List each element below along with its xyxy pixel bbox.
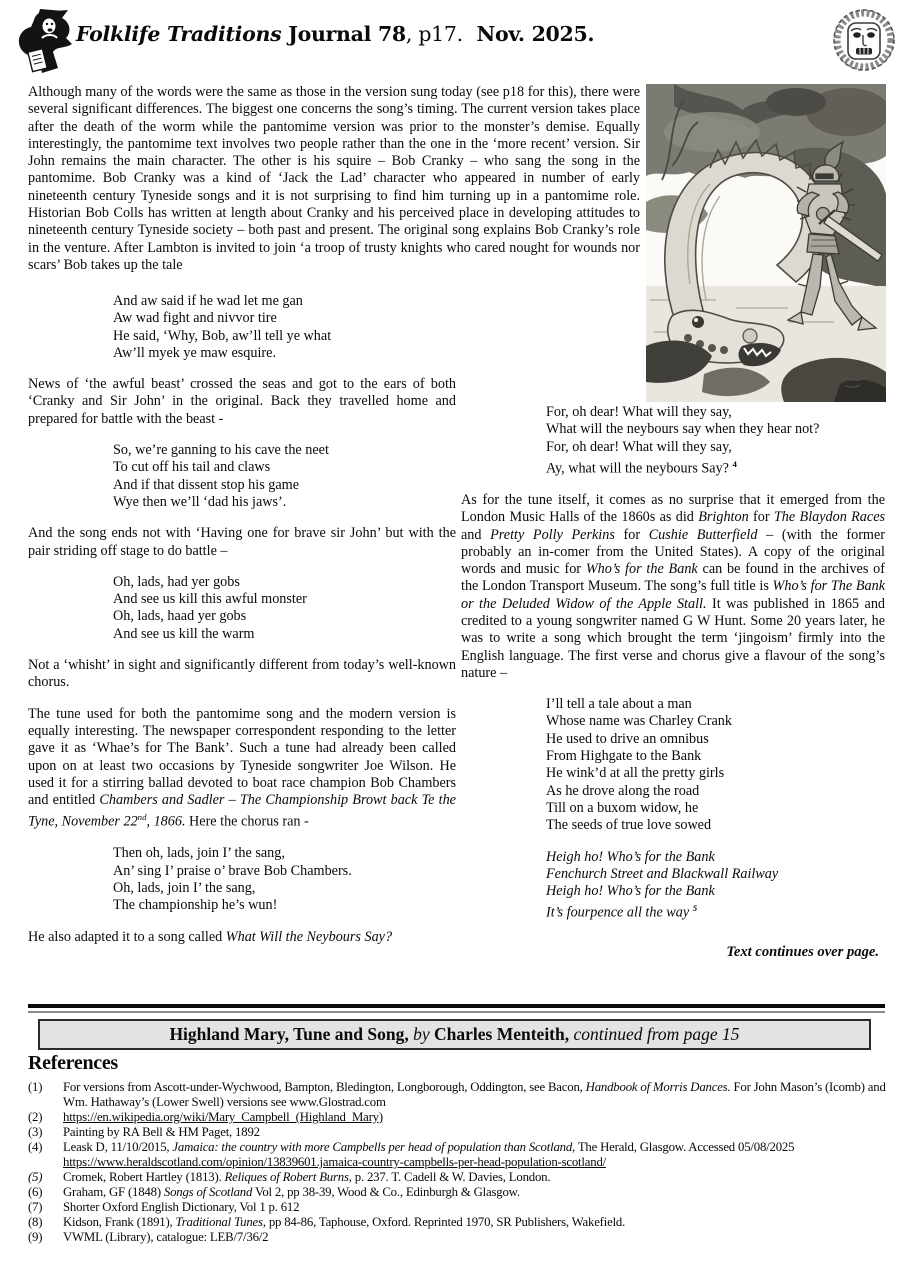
verse-line: He wink’d at all the pretty girls xyxy=(546,765,725,782)
stanza-cave xyxy=(113,442,456,511)
text-segment: Handbook of Morris Dances. xyxy=(585,1080,731,1094)
verse-line: For, oh dear! What will they say, xyxy=(546,438,732,455)
verse-line: I’ll tell a tale about a man xyxy=(546,696,692,713)
verse-line: He used to drive an omnibus xyxy=(546,730,709,747)
stanza-bob-cranky xyxy=(113,293,456,362)
continuation-banner xyxy=(38,1019,871,1050)
verse-line: Whose name was Charley Crank xyxy=(546,713,732,730)
reference-item xyxy=(28,1125,886,1140)
text-segment: , The Herald, Glasgow. Accessed 05/08/2025 xyxy=(572,1140,795,1154)
stanza-chambers xyxy=(113,845,456,914)
intro-paragraph: Although many of the words were the same as those in the version sung today (see p18 for this), there were several significant differences. The biggest one concerns the song’s timing. The current version takes place after the death of the worm while the pantomime version was prior to the monster’s demise. Equally interestingly, the pantomime text involves two people rather than the one in the ‘more recent’ version. Sir John remains the main character. The other is his squire – Bob Cranky – who sang the song in the pantomime. Bob Cranky was a kind of ‘Jack the Lad’ character who appeared in number of early nineteenth century Tyneside songs and it is not surprising to find him turning up in a pantomime role. Historian Bob Colls has written at length about Cranky and his perceived place in developing attitudes to nineteenth century Tyneside society – both past and present. The original song explains Bob Cranky’s role in the venture. After Lambton is invited to join ‘a troop of trusty knights who cared nought for wounds nor scars’ Bob takes up the tale xyxy=(28,84,640,273)
verse-line: And if that dissent stop his game xyxy=(113,476,299,493)
text-segment: It’s fourpence all the way xyxy=(546,905,693,922)
paragraph-whisht: Not a ‘whisht’ in sight and significantly different from today’s well-known chorus. xyxy=(28,657,456,691)
verse-line: Oh, lads, join I’ the sang, xyxy=(113,880,256,897)
reference-item xyxy=(28,1185,886,1200)
text-segment: Vol 2, pp 38-39, Wood & Co., Edinburgh & Glasgow. xyxy=(252,1185,520,1199)
reference-item xyxy=(28,1230,886,1245)
reference-text xyxy=(63,1200,886,1215)
verse-line: The seeds of true love sowed xyxy=(546,817,712,834)
text-segment: What Will the Neybours Say? xyxy=(225,928,393,945)
verse-line: So, we’re ganning to his cave the neet xyxy=(113,442,329,459)
verse-line: To cut off his tail and claws xyxy=(113,459,271,476)
verse-line: An’ sing I’ praise o’ brave Bob Chambers. xyxy=(113,862,352,879)
verse-line: Wye then we’ll ‘dad his jaws’. xyxy=(113,493,287,510)
left-column xyxy=(28,293,456,960)
stanza-charley-crank xyxy=(546,696,885,834)
reference-item xyxy=(28,1110,886,1125)
text-segment: , pp 84-86, Taphouse, Oxford. Reprinted 1970, SR Publishers, Wakefield. xyxy=(262,1215,626,1229)
text-segment: Charles Menteith, xyxy=(434,1024,574,1044)
verse-line xyxy=(546,456,885,478)
paragraph-song-ends: And the song ends not with ‘Having one for brave sir John’ but with the pair striding off stage to do battle – xyxy=(28,525,456,559)
green-man-icon xyxy=(830,6,898,76)
reference-marker: (3) xyxy=(28,1125,43,1139)
text-segment: For John Mason’s (Icomb) and Wm. Hathaway’s (Lower Swell) versions see www.Glostrad.com xyxy=(63,1080,886,1109)
text-segment: for xyxy=(614,526,649,543)
text-segment: Kidson, Frank (1891), xyxy=(63,1215,176,1229)
reference-item xyxy=(28,1080,886,1110)
text-segment: Chambers and Sadler – The Championship Browt back Te the Tyne, November 22 xyxy=(28,792,456,831)
text-segment: Pretty Polly Perkins xyxy=(490,526,615,543)
text-segment: Reliques of Robert Burns xyxy=(224,1170,349,1184)
paragraph-tune xyxy=(28,706,456,832)
reference-marker: (6) xyxy=(28,1185,43,1199)
text-segment: Graham, GF (1848) xyxy=(63,1185,164,1199)
verse-line: What will the neybours say when they hear not? xyxy=(546,421,820,438)
text-continues-note: Text continues over page. xyxy=(726,944,879,961)
text-segment: Leask D, 11/10/2015, xyxy=(63,1140,173,1154)
verse-line: Heigh ho! Who’s for the Bank xyxy=(546,883,715,900)
text-segment: Brighton xyxy=(698,509,749,526)
ballad-singer-icon-svg xyxy=(12,8,86,74)
text-segment: Cromek, Robert Hartley (1813). xyxy=(63,1170,225,1184)
verse-line: Then oh, lads, join I’ the sang, xyxy=(113,845,285,862)
lambton-worm-knight-illustration xyxy=(646,84,886,402)
reference-marker: (9) xyxy=(28,1230,43,1244)
verse-line: Heigh ho! Who’s for the Bank xyxy=(546,848,715,865)
text-segment: VWML (Library), catalogue: LEB/7/36/2 xyxy=(63,1230,269,1244)
text-segment: Painting by RA Bell & HM Paget, 1892 xyxy=(63,1125,260,1139)
verse-line: Aw’ll myek ye maw esquire. xyxy=(113,344,276,361)
reference-marker: (1) xyxy=(28,1080,43,1094)
reference-marker: (2) xyxy=(28,1110,43,1124)
text-segment: for xyxy=(748,509,774,526)
reference-text xyxy=(63,1215,886,1230)
text-segment: Ay, what will the neybours Say? xyxy=(546,460,733,477)
reference-item xyxy=(28,1200,886,1215)
text-segment: Jamaica: the country with more Campbells per head of population than Scotland xyxy=(172,1140,573,1154)
text-segment: 5 xyxy=(692,903,698,914)
reference-marker: (5) xyxy=(28,1170,43,1184)
reference-text xyxy=(63,1140,886,1170)
verse-line: Fenchurch Street and Blackwall Railway xyxy=(546,865,779,882)
reference-text xyxy=(63,1170,886,1185)
verse-line xyxy=(546,900,885,922)
text-segment: Who’s for The Bank or the Deluded Widow of the Apple Stall. xyxy=(461,578,885,612)
reference-text xyxy=(63,1230,886,1245)
reference-item xyxy=(28,1215,886,1230)
text-segment: Who’s for the Bank xyxy=(585,561,698,578)
reference-marker: (8) xyxy=(28,1215,43,1229)
text-segment: nd xyxy=(137,812,147,823)
reference-link[interactable]: https://en.wikipedia.org/wiki/Mary_Campbell_(Highland_Mary) xyxy=(63,1110,383,1124)
green-man-icon-svg xyxy=(830,6,898,76)
text-segment: 4 xyxy=(732,458,737,469)
stanza-heigh-ho-chorus xyxy=(546,849,885,923)
text-segment: Traditional Tunes xyxy=(175,1215,263,1229)
text-segment: Songs of Scotland xyxy=(163,1185,253,1199)
text-segment: Here the chorus ran - xyxy=(185,814,309,831)
text-segment: , 1866. xyxy=(146,814,186,831)
text-segment: The Blaydon Races xyxy=(773,509,886,526)
references-list xyxy=(28,1080,886,1245)
verse-line: For, oh dear! What will they say, xyxy=(546,404,732,420)
text-segment: continued from page 15 xyxy=(573,1024,740,1044)
page-title xyxy=(76,22,594,46)
verse-line: And see us kill this awful monster xyxy=(113,591,307,608)
text-segment: It was published in 1865 and credited to a young songwriter named G W Hunt. Some 20 years later, he was to write a song which brought the term ‘jingoism’ firmly into the English language. The first verse and chorus give a flavour of the song’s nature – xyxy=(461,595,886,681)
worm-illustration-figure xyxy=(646,84,886,402)
verse-line: And aw said if he wad let me gan xyxy=(113,293,303,309)
verse-line: The championship he’s wun! xyxy=(113,897,278,914)
reference-text xyxy=(63,1080,886,1110)
journal-name: Folklife Traditions xyxy=(76,22,282,46)
verse-line: Aw wad fight and nivvor tire xyxy=(113,310,277,327)
text-segment: The tune used for both the pantomime song and the modern version is equally interesting. The newspaper correspondent responding to the letter gave it as ‘Whae’s for The Bank’. Such a tune had already been called upon on at least two occasions by Tyneside songwriter Joe Wilson. He used it for a stirring ballad devoted to boat race champion Bob Chambers and entitled xyxy=(28,705,456,809)
verse-line: And see us kill the warm xyxy=(113,625,255,642)
issue-date: Nov. 2025. xyxy=(462,22,595,46)
reference-link[interactable]: https://www.heraldscotland.com/opinion/13839601.jamaica-country-campbells-per-head-population-scotland/ xyxy=(63,1155,607,1169)
page-number: , p17. xyxy=(405,22,463,46)
text-segment: He also adapted it to a song called xyxy=(28,928,226,945)
paragraph-tune-origin xyxy=(461,492,885,682)
right-column xyxy=(461,404,885,961)
text-segment: can be found in the archives of the London Transport Museum. The song’s full title is xyxy=(461,561,885,595)
reference-text xyxy=(63,1110,886,1125)
text-segment: – (with the former probably an in-comer from the United States). A copy of the original words and music for xyxy=(461,526,885,578)
text-segment: Cushie Butterfield xyxy=(648,526,758,543)
stanza-gobs xyxy=(113,574,456,643)
text-segment: and xyxy=(461,526,491,543)
reference-text xyxy=(63,1185,886,1200)
text-segment: As for the tune itself, it comes as no surprise that it emerged from the London Music Halls of the 1860s as did xyxy=(461,491,885,526)
verse-line: Oh, lads, had yer gobs xyxy=(113,573,240,590)
text-segment: Highland Mary, Tune and Song, xyxy=(169,1024,414,1044)
verse-line: He said, ‘Why, Bob, aw’ll tell ye what xyxy=(113,327,332,344)
ballad-singer-icon xyxy=(12,8,86,74)
reference-marker: (4) xyxy=(28,1140,43,1154)
paragraph-news: News of ‘the awful beast’ crossed the seas and got to the ears of both ‘Cranky and Sir John’ in the original. Back they travelled home and prepared for battle with the beast - xyxy=(28,376,456,427)
stanza-neybours xyxy=(546,404,885,478)
text-segment: , p. 237. T. Cadell & W. Davies, London. xyxy=(348,1170,551,1184)
verse-line: As he drove along the road xyxy=(546,782,700,799)
paragraph-adapted xyxy=(28,929,456,946)
text-segment: For versions from Ascott-under-Wychwood, Bampton, Bledington, Longborough, Oddington, see Bacon, xyxy=(63,1080,586,1094)
text-segment: Shorter Oxford English Dictionary, Vol 1 p. 612 xyxy=(63,1200,300,1214)
verse-line: Till on a buxom widow, he xyxy=(546,799,699,816)
text-segment: by xyxy=(413,1024,434,1044)
reference-marker: (7) xyxy=(28,1200,43,1214)
section-divider-rule xyxy=(28,1004,885,1013)
reference-text xyxy=(63,1125,886,1140)
verse-line: Oh, lads, haad yer gobs xyxy=(113,608,247,625)
reference-item xyxy=(28,1140,886,1170)
references-heading: References xyxy=(28,1052,118,1074)
reference-item xyxy=(28,1170,886,1185)
journal-issue: Journal 78 xyxy=(281,22,406,46)
verse-line: From Highgate to the Bank xyxy=(546,748,702,765)
